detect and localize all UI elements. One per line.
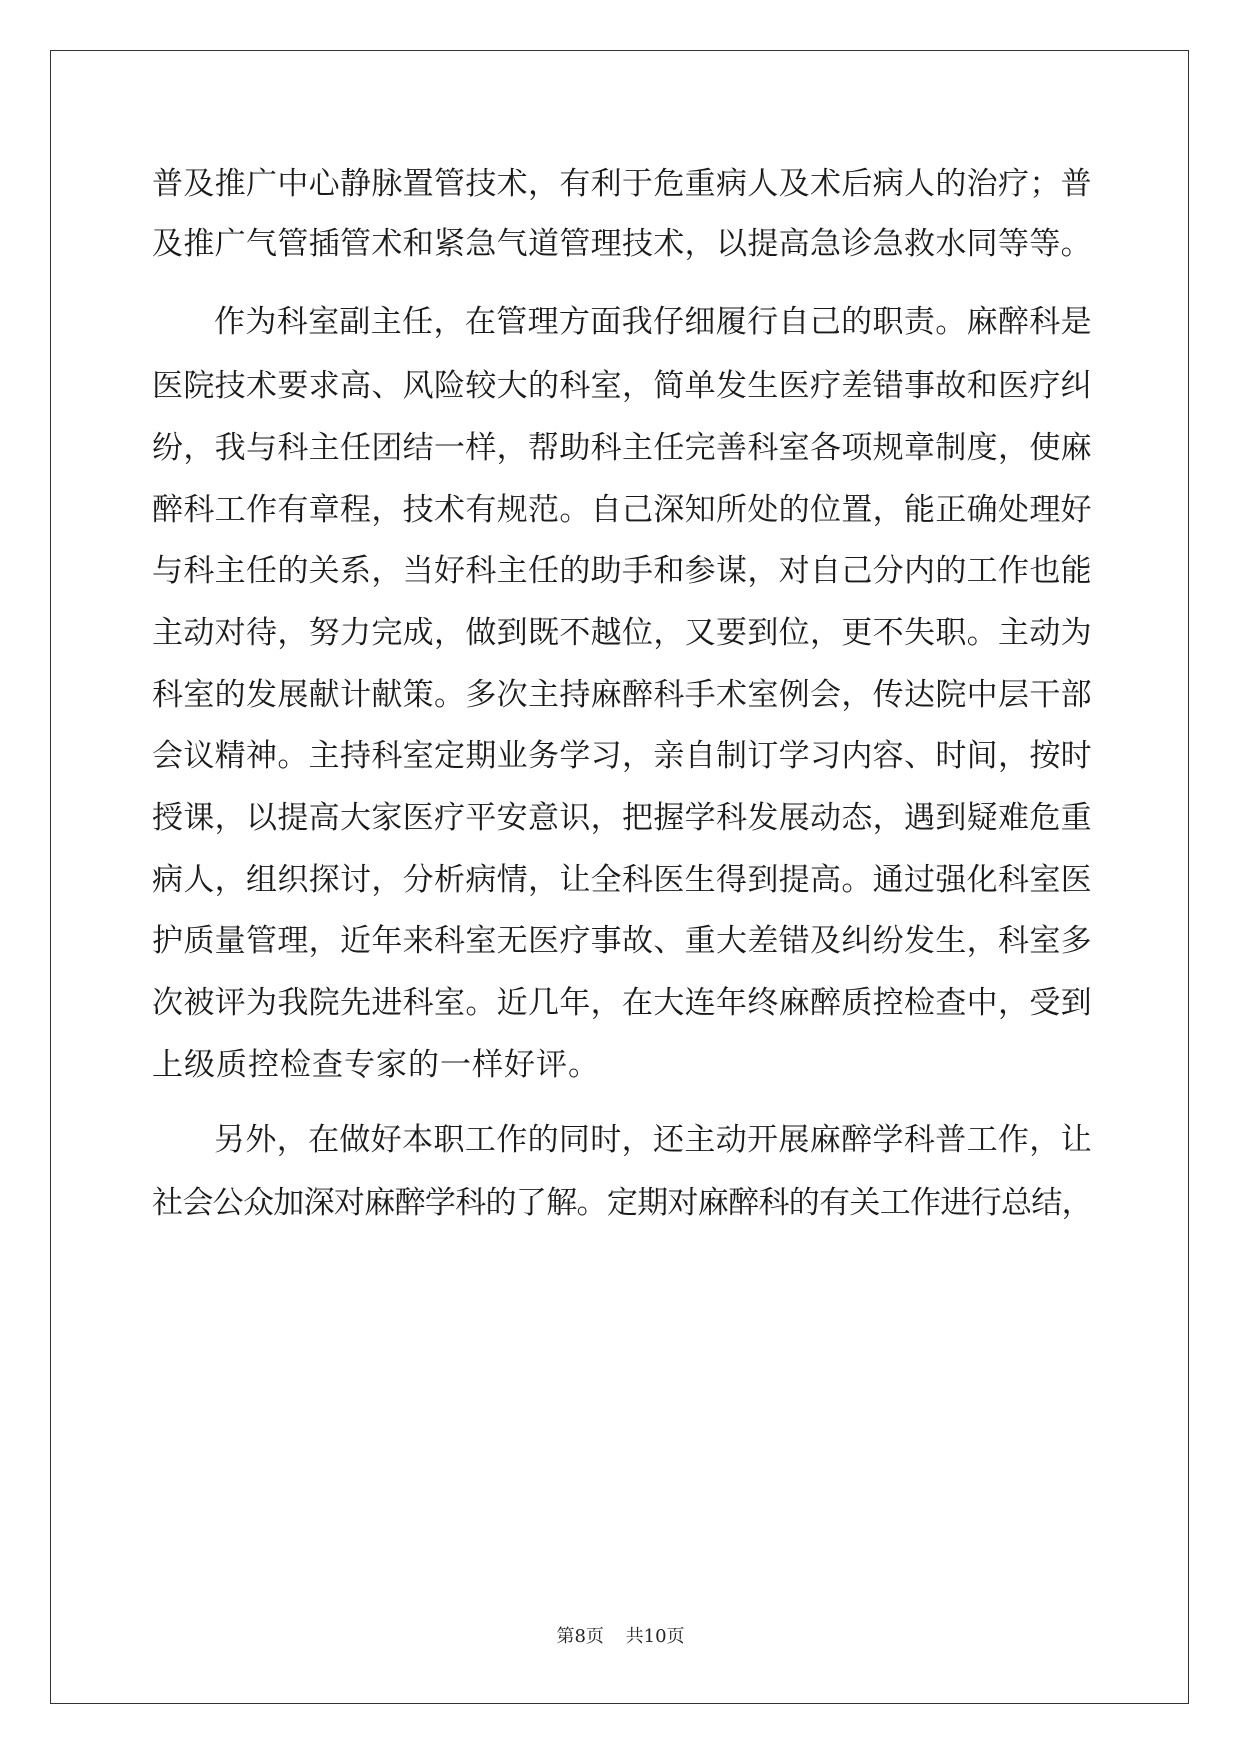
text-line: 普及推广中心静脉置管技术，有利于危重病人及术后病人的治疗；普 <box>152 166 1092 202</box>
text-line: 护质量管理，近年来科室无医疗事故、重大差错及纠纷发生，科室多 <box>152 923 1092 959</box>
text-line: 会议精神。主持科室定期业务学习，亲自制订学习内容、时间，按时 <box>152 738 1092 774</box>
paragraph-first-line: 作为科室副主任，在管理方面我仔细履行自己的职责。麻醉科是 <box>214 304 1092 340</box>
text-line: 授课，以提高大家医疗平安意识，把握学科发展动态，遇到疑难危重 <box>152 800 1092 836</box>
text-line: 上级质控检查专家的一样好评。 <box>152 1047 600 1083</box>
page-footer <box>0 1622 1241 1648</box>
text-line: 醉科工作有章程，技术有规范。自己深知所处的位置，能正确处理好 <box>152 492 1092 528</box>
text-line: 与科主任的关系，当好科主任的助手和参谋，对自己分内的工作也能 <box>152 553 1092 589</box>
paragraph-first-line: 另外，在做好本职工作的同时，还主动开展麻醉学科普工作，让 <box>214 1122 1092 1158</box>
text-line: 及推广气管插管术和紧急气道管理技术，以提高急诊急救水同等等。 <box>152 226 1092 262</box>
text-line: 纷，我与科主任团结一样，帮助科主任完善科室各项规章制度，使麻 <box>152 430 1092 466</box>
text-line: 科室的发展献计献策。多次主持麻醉科手术室例会，传达院中层干部 <box>152 677 1092 713</box>
text-line: 病人，组织探讨，分析病情，让全科医生得到提高。通过强化科室医 <box>152 862 1092 898</box>
text-line: 社会公众加深对麻醉学科的了解。定期对麻醉科的有关工作进行总结， <box>152 1185 1092 1221</box>
text-line: 主动对待，努力完成，做到既不越位，又要到位，更不失职。主动为 <box>152 615 1092 651</box>
text-line: 医院技术要求高、风险较大的科室，简单发生医疗差错事故和医疗纠 <box>152 368 1092 404</box>
text-line: 次被评为我院先进科室。近几年，在大连年终麻醉质控检查中，受到 <box>152 985 1092 1021</box>
page-total: 共10页 <box>625 1626 685 1647</box>
page-number: 第8页 <box>556 1626 604 1647</box>
